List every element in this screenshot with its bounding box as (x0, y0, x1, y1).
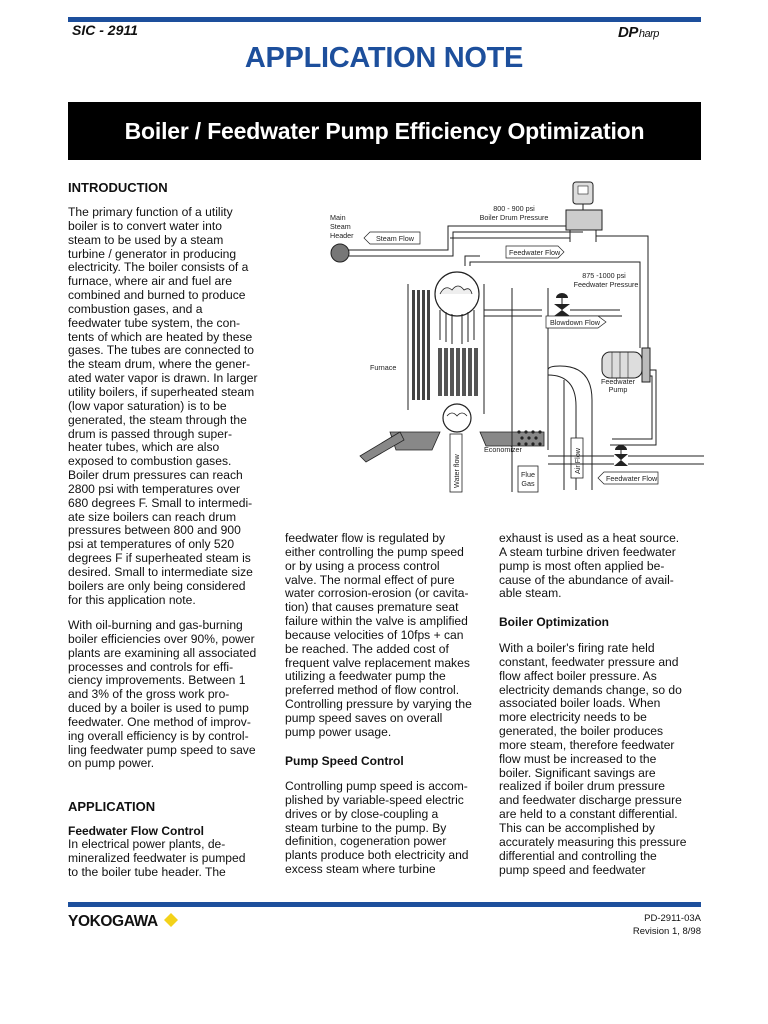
flue-gas-label-2: Gas (521, 479, 535, 488)
drum-pressure-label-1: 800 - 900 psi (493, 204, 535, 213)
column-3-paragraph-2: With a boiler's firing rate held constant, feedwater pressure and flow affect boiler pressure. As electricity demands change, so do associated boiler loads. When more electricity needs to be generated, the boiler produces more steam, therefore feedwater flow must be increased to the boiler. Significant savings are realized if boiler drum pressure and feedwater discharge pressure are held to a constant differential. This can be accomplished by accurately measuring this pressure differential and controlling the pump speed and feedwater (499, 641, 687, 877)
main-steam-label-2: Steam (330, 222, 351, 231)
top-rule (68, 17, 701, 22)
air-flow-label: Air Flow (573, 448, 582, 474)
economizer-label: Economizer (484, 445, 522, 454)
introduction-heading: INTRODUCTION (68, 180, 168, 195)
blowdown-valve-icon (554, 293, 570, 316)
introduction-paragraph-1: The primary function of a utility boiler is to convert water into steam to be used by a steam turbine / generator in producing electricity. The boiler consists of a furnace, where air and fuel are combined and burned to produce combustion gases, and a feedwater tube system, the con- tents of which are heated by these gases. The tubes are connected to the steam drum, where the gener- ated water vapor is drawn. In larger utility boilers, if superheated steam (low vapor saturation) is to be generated, the steam through the drum is passed through super- heater tubes, which are also exposed to combustion gases. Boiler drum pressures can reach 2800 psi with temperatures over 680 degrees F. Small to intermedi- ate size boilers can reach drum pressures between 800 and 900 psi at temperatures of only 520 degrees F if superheated steam is desired. Small to intermediate size boilers are only being considered for this application note. (68, 205, 258, 607)
superheater-tubes (438, 348, 478, 396)
furnace-tubes (412, 290, 430, 400)
introduction-paragraph-2: With oil-burning and gas-burning boiler efficiencies over 90%, power plants are examining all associated processes and controls for effi- ciency improvements. Between 1 and 3% of the gross work pro- duced by a boiler is used to pump feedwater. One method of improv- ing overall efficiency is by control- ling feedwater pump speed to save on pump power. (68, 618, 257, 771)
pressure-transmitter-icon (566, 182, 602, 242)
feedwater-pressure-label-2: Feedwater Pressure (573, 280, 639, 289)
flue-stack (512, 288, 548, 492)
dpharp-logo (618, 24, 659, 41)
application-note-heading: APPLICATION NOTE (244, 42, 524, 74)
feedwater-flow-control-paragraph: In electrical power plants, de- mineralized feedwater is pumped to the boiler tube header. The (68, 837, 246, 879)
application-heading: APPLICATION (68, 799, 156, 814)
feedwater-pressure-label-1: 875 -1000 psi (582, 271, 626, 280)
main-steam-label-3: Header (330, 231, 354, 240)
feedwater-flow-control-heading: Feedwater Flow Control (68, 824, 205, 838)
mud-drum-icon (443, 404, 471, 432)
company-name: YOKOGAWA (68, 913, 158, 930)
drum-pressure-label-2: Boiler Drum Pressure (479, 213, 549, 222)
feedwater-valve-icon (614, 445, 628, 466)
document-id: SIC - 2911 (72, 22, 138, 38)
page-title: Boiler / Feedwater Pump Efficiency Optimization (68, 102, 701, 160)
column-3-paragraph-1: exhaust is used as a heat source. A steam turbine driven feedwater pump is most often applied be- cause of the abundance of avail- able steam. (499, 531, 680, 601)
water-flow-label: Water flow (452, 454, 461, 488)
column-2-paragraph-1: feedwater flow is regulated by either controlling the pump speed or by using a process control valve. The normal effect of pure water corrosion-erosion (or cavita- tion) that causes premature seat failure within the valve is amplified because velocities of 10fps + can be reached. The added cost of frequent valve replacement makes utilizing a feedwater pump the preferred method of flow control. Controlling pressure by varying the pump speed saves on overall pump power usage. (285, 531, 472, 739)
column-2-paragraph-2: Controlling pump speed is accom- plished by variable-speed electric drives or by close-coupling a steam turbine to the pump. By definition, cogeneration power plants produce both electricity and excess steam where turbine (285, 779, 469, 877)
steam-flow-label: Steam Flow (376, 234, 414, 243)
main-steam-label-1: Main (330, 213, 346, 222)
feedwater-flow-label-bottom: Feedwater Flow (606, 474, 658, 483)
pump-label-2: Pump (608, 385, 628, 394)
furnace-label: Furnace (370, 363, 397, 372)
yokogawa-logo (68, 913, 178, 931)
revision: Revision 1, 8/98 (632, 926, 701, 937)
brand-sub: harp (638, 28, 659, 40)
boiler-optimization-heading: Boiler Optimization (499, 615, 610, 629)
bottom-rule (68, 902, 701, 907)
document-number: PD-2911-03A (644, 913, 701, 924)
flue-gas-label-1: Flue (521, 470, 535, 479)
feedwater-flow-label-top: Feedwater Flow (509, 248, 561, 257)
brand-main: DP (618, 24, 638, 41)
diamond-icon (164, 913, 178, 927)
pump-label-1: Feedwater (601, 377, 635, 386)
blowdown-flow-label: Blowdown Flow (550, 318, 600, 327)
pump-speed-control-heading: Pump Speed Control (285, 754, 404, 768)
main-steam-header-icon (331, 244, 349, 262)
boiler-diagram (300, 170, 704, 510)
